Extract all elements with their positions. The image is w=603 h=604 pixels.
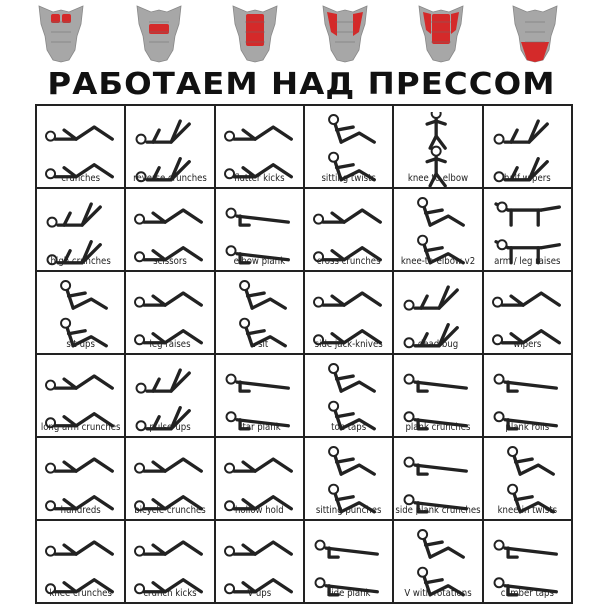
exercise-cell-crunch-kicks [126,521,215,604]
exercise-cell-half-wipers [484,106,573,189]
exercise-label: star plank [237,422,281,433]
exercise-cell-knee-to-elbow [394,106,483,189]
exercise-cell-sit-ups [37,272,126,355]
exercise-cell-knee-to-elbow-v2 [394,189,483,272]
exercise-label: dead bug [417,339,459,350]
exercise-cell-crunches [37,106,126,189]
exercise-cell-v-ups [216,521,305,604]
exercise-cell-dead-bug [394,272,483,355]
exercise-label: scissors [153,256,187,267]
exercise-cell-side-plank-crunches [394,438,483,521]
exercise-cell-plank-crunches [394,355,483,438]
exercise-cell-scissors [126,189,215,272]
exercise-label: high crunches [50,256,111,267]
torso-full-abs-obliques-icon [410,2,472,64]
exercise-label: plank crunches [405,422,471,433]
exercise-cell-elbow-plank [216,189,305,272]
torso-obliques-icon [314,2,376,64]
exercise-cell-hollow-hold [216,438,305,521]
exercise-label: bicycle crunches [134,505,206,516]
exercise-label: side plank crunches [395,505,481,516]
exercise-cell-arm-leg-raises [484,189,573,272]
exercise-cell-plank-rolls [484,355,573,438]
exercise-label: side jack-knives [314,339,383,350]
exercise-cell-sitting-twists [305,106,394,189]
exercise-label: pulse-ups [149,422,191,433]
torso-full-abs-icon [224,2,286,64]
exercise-cell-star-plank [216,355,305,438]
exercise-label: sitting punches [315,505,382,516]
torso-upper-abs-icon [30,2,92,64]
exercise-cell-toe-taps [305,355,394,438]
exercise-label: V with rotations [404,588,472,599]
exercise-label: flutter kicks [234,173,285,184]
exercise-cell-long-arm-crunches [37,355,126,438]
exercise-cell-side-jack-knives [305,272,394,355]
torso-middle-abs-icon [128,2,190,64]
page-title: РАБОТАЕМ НАД ПРЕССОМ [47,67,556,102]
exercise-label: reverse crunches [133,173,207,184]
exercise-label: climber taps [500,588,554,599]
exercise-label: knee crunches [49,588,112,599]
exercise-cell-climber-taps [484,521,573,604]
exercise-grid [35,104,573,604]
exercise-cell-flutter-kicks [216,106,305,189]
exercise-label: V-ups [247,588,272,599]
exercise-label: leg raises [149,339,191,350]
exercise-label: knee to elbow [407,173,469,184]
exercise-cell-high-crunches [37,189,126,272]
exercise-label: crunch kicks [143,588,197,599]
exercise-cell-knee-crunches [37,521,126,604]
exercise-label: cross crunches [316,256,381,267]
exercise-label: half wipers [503,173,551,184]
exercise-cell-pulse-ups [126,355,215,438]
exercise-cell-cross-crunches [305,189,394,272]
exercise-cell-reverse-crunches [126,106,215,189]
exercise-label: hundreds [60,505,101,516]
exercise-label: sit-ups [66,339,95,350]
exercise-cell-bicycle-crunches [126,438,215,521]
exercise-cell-leg-raises [126,272,215,355]
exercise-cell-v-with-rotations [394,521,483,604]
torso-lower-abs-icon [504,2,566,64]
exercise-cell-l-sit [216,272,305,355]
exercise-label: L-sit [250,339,269,350]
exercise-cell-hundreds [37,438,126,521]
exercise-label: hollow hold [234,505,284,516]
muscle-diagram-row [0,0,603,68]
exercise-label: knee-in twists [497,505,558,516]
exercise-label: arm / leg raises [494,256,561,267]
exercise-cell-side-plank [305,521,394,604]
exercise-cell-wipers [484,272,573,355]
exercise-cell-knee-in-twists [484,438,573,521]
exercise-label: wipers [513,339,542,350]
exercise-cell-sitting-punches [305,438,394,521]
exercise-label: plank rolls [505,422,550,433]
exercise-label: elbow plank [233,256,286,267]
exercise-label: knee-to-elbow v2 [400,256,476,267]
exercise-label: sitting twists [321,173,376,184]
exercise-label: long arm crunches [40,422,121,433]
exercise-label: side plank [326,588,371,599]
exercise-label: crunches [61,173,101,184]
exercise-label: toe taps [331,422,367,433]
